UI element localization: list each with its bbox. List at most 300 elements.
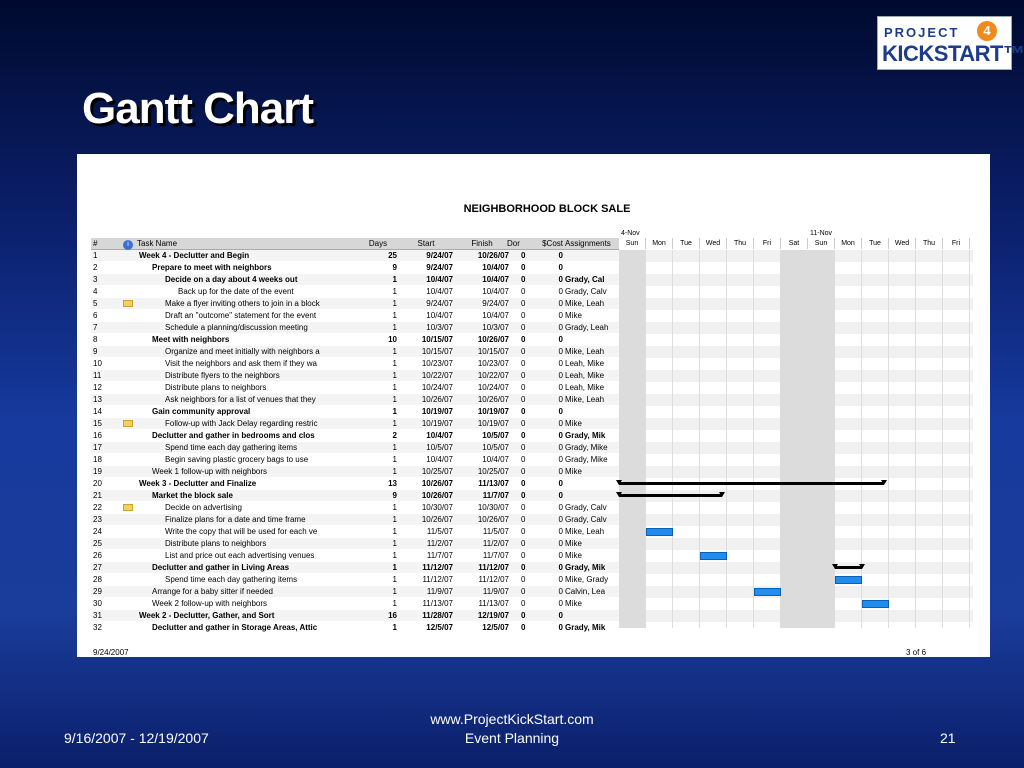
gantt-summary-bar[interactable] bbox=[619, 494, 722, 497]
task-assignments: Mike bbox=[565, 419, 582, 428]
task-cost: 0 bbox=[558, 395, 563, 404]
task-start: 9/24/07 bbox=[426, 299, 453, 308]
task-icon-cell bbox=[121, 598, 137, 610]
task-start: 10/3/07 bbox=[426, 323, 453, 332]
task-id: 15 bbox=[93, 419, 102, 428]
task-id: 20 bbox=[93, 479, 102, 488]
task-id: 12 bbox=[93, 383, 102, 392]
task-days: 10 bbox=[388, 335, 397, 344]
sheet-title: NEIGHBORHOOD BLOCK SALE bbox=[463, 203, 631, 215]
gantt-task-bar[interactable] bbox=[700, 552, 727, 560]
table-row[interactable] bbox=[91, 418, 619, 430]
task-done: 0 bbox=[521, 371, 526, 380]
task-cost: 0 bbox=[558, 359, 563, 368]
task-cost: 0 bbox=[558, 323, 563, 332]
task-done: 0 bbox=[521, 515, 526, 524]
task-name: Distribute plans to neighbors bbox=[165, 383, 267, 392]
table-row[interactable] bbox=[91, 334, 619, 346]
task-id: 10 bbox=[93, 359, 102, 368]
info-icon: i bbox=[123, 240, 133, 250]
task-done: 0 bbox=[521, 263, 526, 272]
task-id: 23 bbox=[93, 515, 102, 524]
task-icon-cell bbox=[121, 394, 137, 406]
task-cost: 0 bbox=[558, 275, 563, 284]
task-cost: 0 bbox=[558, 263, 563, 272]
task-done: 0 bbox=[521, 467, 526, 476]
task-done: 0 bbox=[521, 359, 526, 368]
task-name: Visit the neighbors and ask them if they wa bbox=[165, 359, 317, 368]
table-row[interactable] bbox=[91, 610, 619, 622]
col-header-days[interactable]: Days bbox=[368, 239, 388, 248]
task-name: Decide on a day about 4 weeks out bbox=[165, 275, 298, 284]
task-finish: 10/5/07 bbox=[482, 443, 509, 452]
task-done: 0 bbox=[521, 563, 526, 572]
table-row[interactable] bbox=[91, 490, 619, 502]
table-row[interactable] bbox=[91, 358, 619, 370]
task-finish: 10/3/07 bbox=[482, 323, 509, 332]
task-assignments: Mike, Leah bbox=[565, 395, 605, 404]
table-row[interactable] bbox=[91, 598, 619, 610]
gantt-day-header: Tue bbox=[862, 238, 889, 249]
task-cost: 0 bbox=[558, 491, 563, 500]
task-icon-cell bbox=[121, 478, 137, 490]
task-start: 10/23/07 bbox=[421, 359, 453, 368]
task-assignments bbox=[565, 250, 619, 262]
table-row[interactable] bbox=[91, 526, 619, 538]
task-start: 9/24/07 bbox=[426, 263, 453, 272]
task-cost: 0 bbox=[558, 371, 563, 380]
week-label: 11-Nov bbox=[810, 230, 833, 237]
task-done: 0 bbox=[521, 479, 526, 488]
task-name: Schedule a planning/discussion meeting bbox=[165, 323, 308, 332]
task-finish: 11/12/07 bbox=[478, 563, 509, 572]
task-assignments bbox=[565, 490, 619, 502]
table-header bbox=[91, 238, 619, 250]
task-id: 25 bbox=[93, 539, 102, 548]
footer-subtitle: Event Planning bbox=[464, 730, 560, 746]
task-start: 11/28/07 bbox=[422, 611, 453, 620]
logo-number-badge: 4 bbox=[977, 21, 997, 41]
task-start: 10/19/07 bbox=[421, 419, 453, 428]
task-done: 0 bbox=[521, 455, 526, 464]
table-row[interactable] bbox=[91, 298, 619, 310]
task-days: 25 bbox=[388, 251, 397, 260]
task-id: 7 bbox=[93, 323, 98, 332]
task-assignments: Grady, Mik bbox=[565, 623, 606, 632]
gantt-summary-bar[interactable] bbox=[619, 482, 884, 485]
note-icon[interactable] bbox=[123, 420, 133, 427]
table-row[interactable] bbox=[91, 538, 619, 550]
task-finish: 12/5/07 bbox=[482, 623, 509, 632]
table-row[interactable] bbox=[91, 310, 619, 322]
task-done: 0 bbox=[521, 623, 526, 632]
table-row[interactable] bbox=[91, 370, 619, 382]
task-icon-cell bbox=[121, 382, 137, 394]
task-icon-cell bbox=[121, 526, 137, 538]
task-id: 2 bbox=[93, 263, 98, 272]
table-row[interactable] bbox=[91, 430, 619, 442]
task-id: 30 bbox=[93, 599, 102, 608]
task-start: 11/12/07 bbox=[422, 563, 453, 572]
task-name: Begin saving plastic grocery bags to use bbox=[165, 455, 309, 464]
task-finish: 10/4/07 bbox=[482, 455, 509, 464]
task-days: 1 bbox=[392, 515, 397, 524]
table-row[interactable] bbox=[91, 406, 619, 418]
task-id: 22 bbox=[93, 503, 102, 512]
task-icon-cell bbox=[121, 574, 137, 586]
task-cost: 0 bbox=[558, 515, 563, 524]
task-finish: 10/4/07 bbox=[482, 287, 509, 296]
task-days: 1 bbox=[392, 503, 397, 512]
task-days: 1 bbox=[392, 275, 397, 284]
task-finish: 10/4/07 bbox=[482, 311, 509, 320]
col-header-done[interactable]: Dor bbox=[507, 239, 520, 248]
task-finish: 9/24/07 bbox=[482, 299, 509, 308]
task-name: Make a flyer inviting others to join in a block bbox=[165, 299, 320, 308]
gantt-task-bar[interactable] bbox=[754, 588, 781, 596]
task-icon-cell bbox=[121, 358, 137, 370]
task-finish: 10/19/07 bbox=[477, 419, 509, 428]
table-row[interactable] bbox=[91, 442, 619, 454]
gantt-day-column bbox=[916, 250, 943, 628]
task-done: 0 bbox=[521, 335, 526, 344]
gantt-task-bar[interactable] bbox=[835, 576, 862, 584]
task-done: 0 bbox=[521, 551, 526, 560]
task-assignments bbox=[565, 262, 619, 274]
task-assignments: Grady, Mik bbox=[565, 563, 606, 572]
gantt-summary-bar[interactable] bbox=[835, 566, 862, 569]
task-days: 1 bbox=[392, 563, 397, 572]
gantt-day-column bbox=[943, 250, 970, 628]
task-finish: 10/4/07 bbox=[482, 275, 509, 284]
gantt-day-column bbox=[781, 250, 808, 628]
task-days: 1 bbox=[392, 347, 397, 356]
task-start: 12/5/07 bbox=[426, 623, 453, 632]
task-icon-cell bbox=[121, 346, 137, 358]
task-name: Organize and meet initially with neighbors a bbox=[165, 347, 320, 356]
table-row[interactable] bbox=[91, 394, 619, 406]
task-name: Declutter and gather in Storage Areas, Attic bbox=[152, 623, 318, 632]
task-icon-cell bbox=[121, 562, 137, 574]
task-icon-cell bbox=[121, 442, 137, 454]
task-assignments: Grady, Mike bbox=[565, 455, 608, 464]
task-finish: 11/5/07 bbox=[482, 527, 509, 536]
table-row[interactable] bbox=[91, 382, 619, 394]
logo-top-text: PROJECT bbox=[884, 25, 960, 40]
table-row[interactable] bbox=[91, 322, 619, 334]
col-header-id[interactable]: # bbox=[93, 239, 98, 248]
task-days: 1 bbox=[392, 551, 397, 560]
task-icon-cell bbox=[121, 466, 137, 478]
col-header-cost[interactable]: $Cost bbox=[542, 239, 563, 248]
task-icon-cell bbox=[121, 370, 137, 382]
task-finish: 11/2/07 bbox=[482, 539, 509, 548]
task-id: 16 bbox=[93, 431, 102, 440]
task-id: 24 bbox=[93, 527, 102, 536]
table-row[interactable] bbox=[91, 550, 619, 562]
footer-date-range: 9/16/2007 - 12/19/2007 bbox=[64, 730, 209, 746]
task-days: 1 bbox=[392, 371, 397, 380]
table-row[interactable] bbox=[91, 262, 619, 274]
task-done: 0 bbox=[521, 599, 526, 608]
task-days: 13 bbox=[388, 479, 397, 488]
task-assignments bbox=[565, 610, 619, 622]
task-finish: 11/7/07 bbox=[482, 551, 509, 560]
gantt-task-bar[interactable] bbox=[862, 600, 889, 608]
gantt-day-column bbox=[646, 250, 673, 628]
gantt-day-header: Wed bbox=[700, 238, 727, 249]
task-assignments bbox=[565, 334, 619, 346]
col-header-assignments[interactable]: Assignments bbox=[565, 239, 611, 248]
task-icon-cell bbox=[121, 502, 137, 514]
slide-title: Gantt Chart bbox=[82, 84, 313, 133]
gantt-document bbox=[77, 154, 990, 657]
task-done: 0 bbox=[521, 287, 526, 296]
table-row[interactable] bbox=[91, 466, 619, 478]
gantt-day-header: Tue bbox=[673, 238, 700, 249]
task-name: Declutter and gather in Living Areas bbox=[152, 563, 290, 572]
task-done: 0 bbox=[521, 251, 526, 260]
week-label: 4-Nov bbox=[621, 230, 640, 237]
task-name: Ask neighbors for a list of venues that they bbox=[165, 395, 316, 404]
task-days: 1 bbox=[392, 539, 397, 548]
task-days: 9 bbox=[392, 491, 397, 500]
task-id: 27 bbox=[93, 563, 102, 572]
task-icon-cell bbox=[121, 334, 137, 346]
task-assignments: Grady, Calv bbox=[565, 287, 607, 296]
task-days: 1 bbox=[392, 395, 397, 404]
task-name: Meet with neighbors bbox=[152, 335, 230, 344]
gantt-day-column bbox=[862, 250, 889, 628]
task-name: Gain community approval bbox=[152, 407, 251, 416]
note-icon[interactable] bbox=[123, 300, 133, 307]
task-done: 0 bbox=[521, 575, 526, 584]
task-name: Spend time each day gathering items bbox=[165, 443, 298, 452]
task-assignments: Mike bbox=[565, 467, 582, 476]
footer-url[interactable]: www.ProjectKickStart.com bbox=[430, 711, 594, 727]
task-start: 11/9/07 bbox=[426, 587, 453, 596]
task-done: 0 bbox=[521, 587, 526, 596]
task-cost: 0 bbox=[558, 587, 563, 596]
table-row[interactable] bbox=[91, 274, 619, 286]
task-days: 9 bbox=[392, 263, 397, 272]
task-days: 1 bbox=[392, 299, 397, 308]
slide-number: 21 bbox=[940, 730, 956, 746]
task-assignments: Grady, Mik bbox=[565, 431, 606, 440]
task-start: 10/4/07 bbox=[426, 287, 453, 296]
table-row[interactable] bbox=[91, 562, 619, 574]
gantt-day-header: Wed bbox=[889, 238, 916, 249]
task-done: 0 bbox=[521, 419, 526, 428]
task-id: 19 bbox=[93, 467, 102, 476]
table-row[interactable] bbox=[91, 346, 619, 358]
col-header-finish[interactable]: Finish bbox=[471, 239, 493, 248]
task-icon-cell bbox=[121, 322, 137, 334]
col-header-info[interactable] bbox=[121, 238, 137, 250]
gantt-day-header: Sun bbox=[808, 238, 835, 249]
task-start: 10/4/07 bbox=[426, 311, 453, 320]
task-icon-cell bbox=[121, 454, 137, 466]
task-name: Back up for the date of the event bbox=[178, 287, 294, 296]
task-start: 10/15/07 bbox=[421, 347, 453, 356]
note-icon[interactable] bbox=[123, 504, 133, 511]
footer-center bbox=[412, 710, 612, 748]
task-cost: 0 bbox=[558, 419, 563, 428]
task-name: Decide on advertising bbox=[165, 503, 242, 512]
task-name: Spend time each day gathering items bbox=[165, 575, 298, 584]
gantt-day-column bbox=[808, 250, 835, 628]
task-days: 1 bbox=[392, 527, 397, 536]
table-row[interactable] bbox=[91, 586, 619, 598]
task-finish: 10/26/07 bbox=[477, 515, 509, 524]
task-cost: 0 bbox=[558, 467, 563, 476]
task-icon-cell bbox=[121, 550, 137, 562]
task-start: 11/12/07 bbox=[422, 575, 453, 584]
task-start: 10/5/07 bbox=[426, 443, 453, 452]
task-days: 1 bbox=[392, 383, 397, 392]
task-id: 5 bbox=[93, 299, 98, 308]
task-id: 17 bbox=[93, 443, 102, 452]
task-done: 0 bbox=[521, 311, 526, 320]
task-cost: 0 bbox=[558, 455, 563, 464]
task-icon-cell bbox=[121, 406, 137, 418]
table-row[interactable] bbox=[91, 286, 619, 298]
task-assignments bbox=[565, 406, 619, 418]
table-row[interactable] bbox=[91, 478, 619, 490]
gantt-day-column bbox=[673, 250, 700, 628]
task-start: 10/24/07 bbox=[421, 383, 453, 392]
task-name: Distribute flyers to the neighbors bbox=[165, 371, 280, 380]
task-icon-cell bbox=[121, 298, 137, 310]
gantt-day-column bbox=[727, 250, 754, 628]
task-cost: 0 bbox=[558, 551, 563, 560]
gantt-day-header: Thu bbox=[727, 238, 754, 249]
task-id: 32 bbox=[93, 623, 102, 632]
task-assignments: Leah, Mike bbox=[565, 383, 605, 392]
task-name: Week 3 - Declutter and Finalize bbox=[139, 479, 257, 488]
task-start: 11/13/07 bbox=[422, 599, 453, 608]
task-icon-cell bbox=[121, 610, 137, 622]
task-name: Prepare to meet with neighbors bbox=[152, 263, 272, 272]
task-cost: 0 bbox=[558, 623, 563, 632]
task-start: 10/4/07 bbox=[426, 455, 453, 464]
task-days: 1 bbox=[392, 455, 397, 464]
task-finish: 10/5/07 bbox=[482, 431, 509, 440]
task-finish: 10/22/07 bbox=[477, 371, 509, 380]
task-finish: 10/24/07 bbox=[477, 383, 509, 392]
task-cost: 0 bbox=[558, 575, 563, 584]
task-cost: 0 bbox=[558, 335, 563, 344]
task-done: 0 bbox=[521, 539, 526, 548]
task-days: 1 bbox=[392, 311, 397, 320]
task-assignments: Calvin, Lea bbox=[565, 587, 606, 596]
task-name: List and price out each advertising venues bbox=[165, 551, 315, 560]
gantt-day-column bbox=[754, 250, 781, 628]
task-icon-cell bbox=[121, 514, 137, 526]
gantt-day-header: Fri bbox=[943, 238, 970, 249]
table-row[interactable] bbox=[91, 514, 619, 526]
task-id: 9 bbox=[93, 347, 98, 356]
task-name: Declutter and gather in bedrooms and clos bbox=[152, 431, 315, 440]
task-id: 6 bbox=[93, 311, 98, 320]
task-id: 1 bbox=[93, 251, 98, 260]
task-cost: 0 bbox=[558, 311, 563, 320]
task-icon-cell bbox=[121, 274, 137, 286]
gantt-day-header: Mon bbox=[835, 238, 862, 249]
task-done: 0 bbox=[521, 443, 526, 452]
table-row[interactable] bbox=[91, 250, 619, 262]
task-finish: 10/25/07 bbox=[477, 467, 509, 476]
task-name: Arrange for a baby sitter if needed bbox=[152, 587, 273, 596]
task-assignments: Mike bbox=[565, 311, 582, 320]
task-table bbox=[91, 238, 619, 634]
task-days: 1 bbox=[392, 323, 397, 332]
task-id: 11 bbox=[93, 371, 102, 380]
task-finish: 10/26/07 bbox=[477, 395, 509, 404]
task-icon-cell bbox=[121, 286, 137, 298]
doc-footer-date: 9/24/2007 bbox=[93, 648, 129, 657]
task-start: 10/26/07 bbox=[421, 491, 453, 500]
task-assignments: Grady, Calv bbox=[565, 503, 607, 512]
gantt-day-header: Sat bbox=[781, 238, 808, 249]
task-start: 10/4/07 bbox=[426, 275, 453, 284]
task-start: 10/30/07 bbox=[421, 503, 453, 512]
table-row[interactable] bbox=[91, 454, 619, 466]
task-name: Week 2 - Declutter, Gather, and Sort bbox=[139, 611, 275, 620]
task-id: 31 bbox=[93, 611, 102, 620]
task-done: 0 bbox=[521, 527, 526, 536]
task-finish: 10/23/07 bbox=[477, 359, 509, 368]
task-cost: 0 bbox=[558, 287, 563, 296]
task-cost: 0 bbox=[558, 479, 563, 488]
task-icon-cell bbox=[121, 310, 137, 322]
gantt-chart-area bbox=[619, 230, 973, 628]
gantt-day-header: Sun bbox=[619, 238, 646, 249]
task-days: 1 bbox=[392, 587, 397, 596]
task-cost: 0 bbox=[558, 299, 563, 308]
task-done: 0 bbox=[521, 275, 526, 284]
task-icon-cell bbox=[121, 430, 137, 442]
task-id: 21 bbox=[93, 491, 102, 500]
table-row[interactable] bbox=[91, 574, 619, 586]
task-done: 0 bbox=[521, 395, 526, 404]
task-assignments: Mike bbox=[565, 551, 582, 560]
task-assignments: Grady, Cal bbox=[565, 275, 605, 284]
task-start: 10/26/07 bbox=[421, 395, 453, 404]
task-finish: 10/15/07 bbox=[477, 347, 509, 356]
gantt-day-header: Mon bbox=[646, 238, 673, 249]
task-finish: 11/7/07 bbox=[482, 491, 509, 500]
col-header-start[interactable]: Start bbox=[417, 239, 435, 248]
task-days: 1 bbox=[392, 359, 397, 368]
task-start: 11/2/07 bbox=[426, 539, 453, 548]
logo-bottom-text: KICKSTART™ bbox=[882, 41, 1024, 66]
gantt-task-bar[interactable] bbox=[646, 528, 673, 536]
table-row[interactable] bbox=[91, 502, 619, 514]
task-days: 16 bbox=[388, 611, 397, 620]
task-id: 26 bbox=[93, 551, 102, 560]
task-name: Market the block sale bbox=[152, 491, 233, 500]
task-assignments: Leah, Mike bbox=[565, 371, 605, 380]
table-row[interactable] bbox=[91, 622, 619, 634]
task-done: 0 bbox=[521, 299, 526, 308]
task-name: Write the copy that will be used for each ve bbox=[165, 527, 318, 536]
col-header-task-name[interactable]: Task Name bbox=[137, 239, 178, 248]
task-cost: 0 bbox=[558, 527, 563, 536]
task-cost: 0 bbox=[558, 431, 563, 440]
gantt-day-column bbox=[889, 250, 916, 628]
task-start: 11/7/07 bbox=[426, 551, 453, 560]
